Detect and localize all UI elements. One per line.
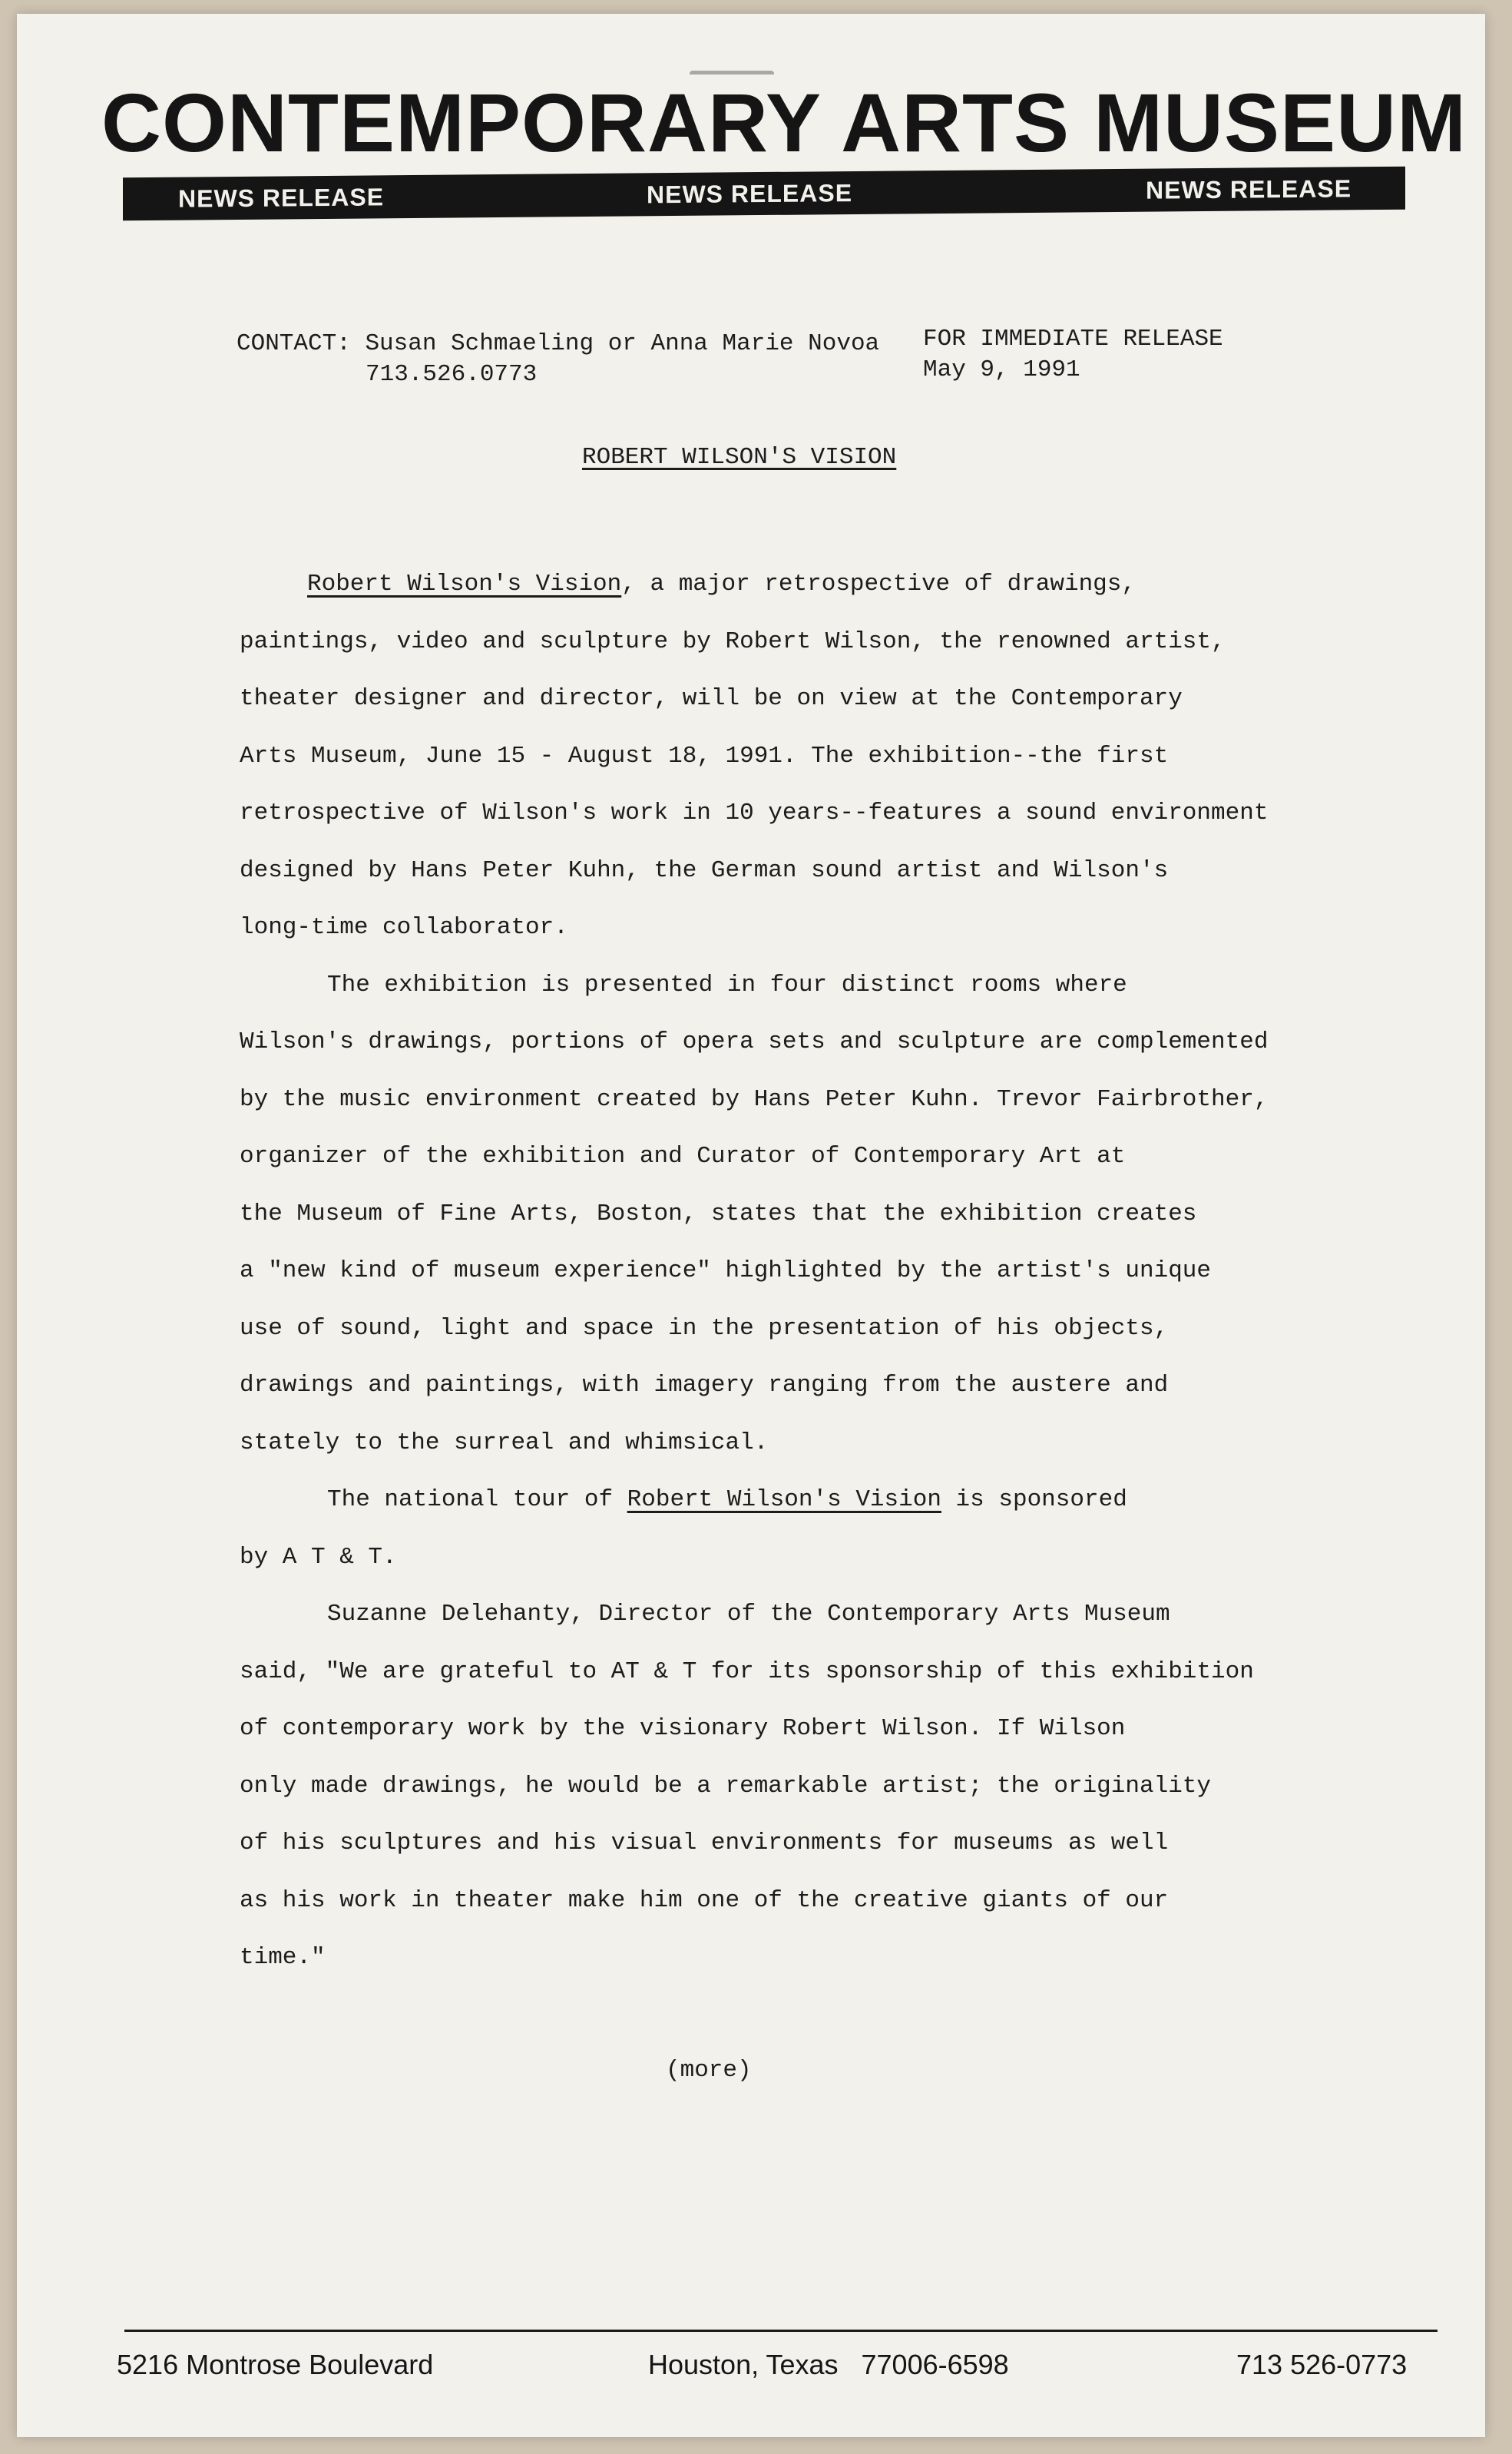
exhibition-title-underlined: Robert Wilson's Vision [627, 1486, 941, 1513]
p3-line-2: by A T & T. [240, 1543, 397, 1571]
p4-line-3: of contemporary work by the visionary Robert Wilson. If Wilson [240, 1715, 1126, 1742]
p3-line-1: The national tour of Robert Wilson's Vision is sponsored [327, 1486, 1127, 1513]
release-status: FOR IMMEDIATE RELEASE [923, 326, 1223, 353]
contact-label: CONTACT: [237, 330, 351, 357]
banner-label-left: NEWS RELEASE [178, 183, 385, 213]
p2-line-7: use of sound, light and space in the presentation of his objects, [240, 1314, 1169, 1342]
release-block [923, 324, 1223, 386]
p2-line-4: organizer of the exhibition and Curator of Contemporary Art at [240, 1143, 1126, 1170]
body-text [240, 556, 1299, 1987]
footer-divider [124, 2330, 1438, 2332]
contact-names: Susan Schmaeling or Anna Marie Novoa [365, 330, 880, 357]
exhibition-title-underlined: Robert Wilson's Vision [307, 571, 622, 598]
p4-line-7: time." [240, 1944, 326, 1971]
p1-line-3: theater designer and director, will be on view at the Contemporary [240, 685, 1183, 712]
release-date: May 9, 1991 [923, 356, 1080, 383]
news-release-banner [123, 167, 1405, 221]
p2-line-3: by the music environment created by Hans Peter Kuhn. Trevor Fairbrother, [240, 1085, 1269, 1113]
more-indicator: (more) [666, 2057, 752, 2084]
p4-line-4: only made drawings, he would be a remarkable artist; the originality [240, 1772, 1212, 1800]
p2-line-6: a "new kind of museum experience" highlighted by the artist's unique [240, 1257, 1212, 1284]
p1-line-2: paintings, video and sculpture by Robert Wilson, the renowned artist, [240, 628, 1226, 655]
p4-line-1: Suzanne Delehanty, Director of the Contemporary Arts Museum [327, 1601, 1170, 1628]
contact-phone: 713.526.0773 [366, 361, 538, 388]
footer-zip: 77006-6598 [861, 2349, 1009, 2380]
p2-line-9: stately to the surreal and whimsical. [240, 1429, 769, 1456]
contact-block [237, 329, 879, 390]
p4-line-6: as his work in theater make him one of the creative giants of our [240, 1886, 1169, 1914]
p2-line-5: the Museum of Fine Arts, Boston, states that the exhibition creates [240, 1200, 1197, 1227]
headline: ROBERT WILSON'S VISION [582, 444, 897, 471]
p4-line-2: said, "We are grateful to AT & T for its sponsorship of this exhibition [240, 1658, 1254, 1685]
p1-line-5: retrospective of Wilson's work in 10 years--features a sound environment [240, 800, 1269, 826]
p4-line-5: of his sculptures and his visual environments for museums as well [240, 1830, 1169, 1856]
banner-label-right: NEWS RELEASE [1146, 174, 1352, 204]
masthead-title: CONTEMPORARY ARTS MUSEUM [101, 76, 1467, 169]
p2-line-1: The exhibition is presented in four distinct rooms where [327, 971, 1127, 998]
p1-line-1: Robert Wilson's Vision, a major retrospective of drawings, [307, 571, 1136, 598]
footer-city: Houston, Texas 77006-6598 [648, 2349, 1009, 2380]
news-release-page [17, 14, 1485, 2437]
footer-address: 5216 Montrose Boulevard [117, 2349, 434, 2380]
footer-phone: 713 526-0773 [1236, 2349, 1408, 2380]
p1-line-6: designed by Hans Peter Kuhn, the German sound artist and Wilson's [240, 856, 1169, 884]
p2-line-2: Wilson's drawings, portions of opera sets and sculpture are complemented [240, 1028, 1269, 1055]
p1-line-4: Arts Museum, June 15 - August 18, 1991. The exhibition--the first [240, 742, 1169, 770]
banner-label-center: NEWS RELEASE [647, 178, 853, 209]
p1-line-7: long-time collaborator. [240, 914, 568, 941]
p2-line-8: drawings and paintings, with imagery ranging from the austere and [240, 1372, 1169, 1399]
